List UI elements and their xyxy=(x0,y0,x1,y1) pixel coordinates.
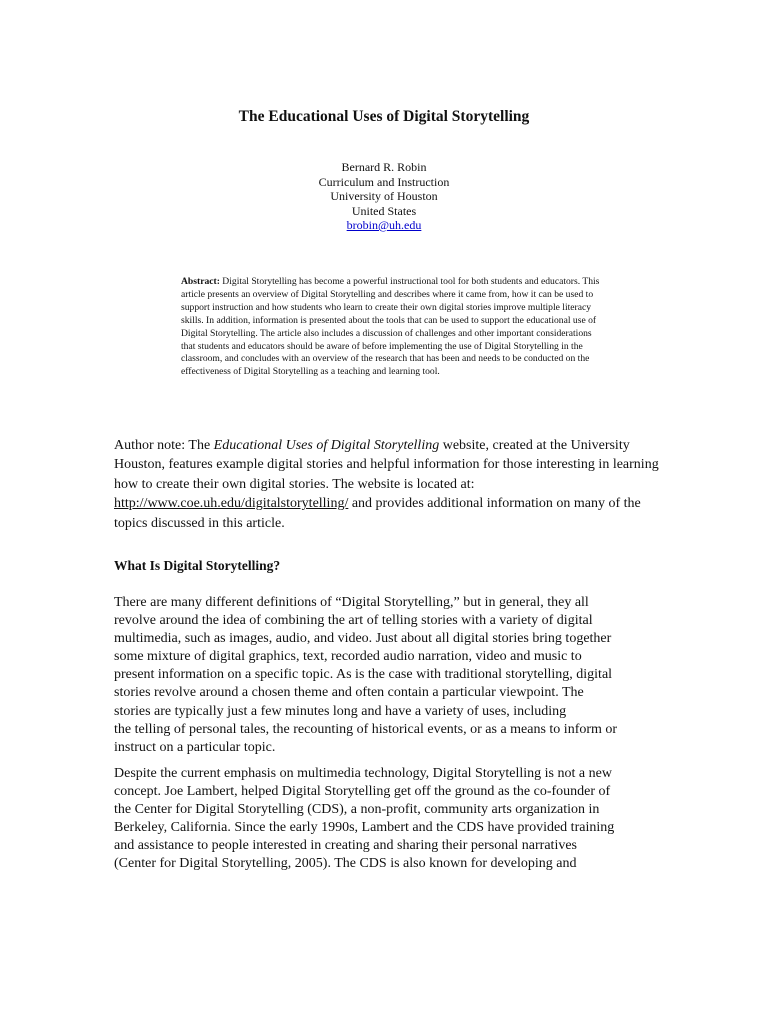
paragraph-line: concept. Joe Lambert, helped Digital Storytelling get off the ground as the co-founder of xyxy=(114,784,611,800)
paragraph-line: the telling of personal tales, the recounting of historical events, or as a means to inform or xyxy=(114,721,618,737)
paragraph-line: and assistance to people interested in creating and sharing their personal narratives xyxy=(114,838,577,854)
paragraph-history xyxy=(114,765,660,874)
paragraph-line: Despite the current emphasis on multimedia technology, Digital Storytelling is not a new xyxy=(114,766,612,781)
paragraph-line: Berkeley, California. Since the early 1990s, Lambert and the CDS have provided training xyxy=(114,820,615,836)
paragraph-line: stories are typically just a few minutes long and have a variety of uses, including xyxy=(114,703,567,719)
paragraph-line: (Center for Digital Storytelling, 2005). The CDS is also known for developing and xyxy=(114,856,577,872)
paragraph-line: present information on a specific topic. As is the case with traditional storytelling, digital xyxy=(114,667,613,683)
paragraph-line: the Center for Digital Storytelling (CDS), a non-profit, community arts organization in xyxy=(114,802,600,818)
abstract-label: Abstract: xyxy=(181,276,220,287)
author-note-website-title: Educational Uses of Digital Storytelling xyxy=(213,438,440,453)
author-name: Bernard R. Robin xyxy=(341,160,427,174)
paper-title: The Educational Uses of Digital Storytelling xyxy=(238,108,530,125)
website-url-link[interactable]: http://www.coe.uh.edu/digitalstorytelling/ xyxy=(114,496,349,512)
author-country: United States xyxy=(351,203,417,218)
paragraph-line: multimedia, such as images, audio, and video. Just about all digital stories bring together xyxy=(114,631,612,647)
paragraph-definitions xyxy=(114,594,660,757)
abstract-text: Digital Storytelling has become a powerful instructional tool for both students and educators. This article presents an overview of Digital Storytelling and describes where it came from, how it can be used to support instruction and how students who learn to create their own digital stories improve multiple literacy skills. In addition, information is presented about the tools that can be used to support the educational use of Digital Storytelling. The article also includes a discussion of challenges and other important considerations that students and educators should be aware of before implementing the use of Digital Storytelling in the classroom, and concludes with an overview of the research that has been and needs to be conducted on the effectiveness of Digital Storytelling as a teaching and learning tool. xyxy=(181,276,600,378)
author-email-link[interactable]: brobin@uh.edu xyxy=(346,218,422,232)
section-heading: What Is Digital Storytelling? xyxy=(114,558,281,573)
author-note-prefix: Author note: The xyxy=(114,438,214,453)
author-block xyxy=(0,160,768,233)
paragraph-line: some mixture of digital graphics, text, recorded audio narration, video and music to xyxy=(114,649,582,665)
author-department: Curriculum and Instruction xyxy=(318,174,450,189)
paragraph-line: revolve around the idea of combining the art of telling stories with a variety of digital xyxy=(114,613,593,629)
paragraph-line: There are many different definitions of “Digital Storytelling,” but in general, they all xyxy=(114,595,589,610)
author-note xyxy=(114,436,660,533)
author-note-body: website, created at the University Houston, features example digital stories and helpful information for those interesting in learning how to create their own digital stories. The website is located at: xyxy=(114,438,659,492)
author-institution: University of Houston xyxy=(330,189,438,203)
paragraph-line: instruct on a particular topic. xyxy=(114,739,276,755)
paragraph-line: stories revolve around a chosen theme and often contain a particular viewpoint. The xyxy=(114,685,584,701)
abstract xyxy=(181,276,601,379)
author-note-suffix: and provides additional information on many of the topics discussed in this article. xyxy=(114,496,641,531)
